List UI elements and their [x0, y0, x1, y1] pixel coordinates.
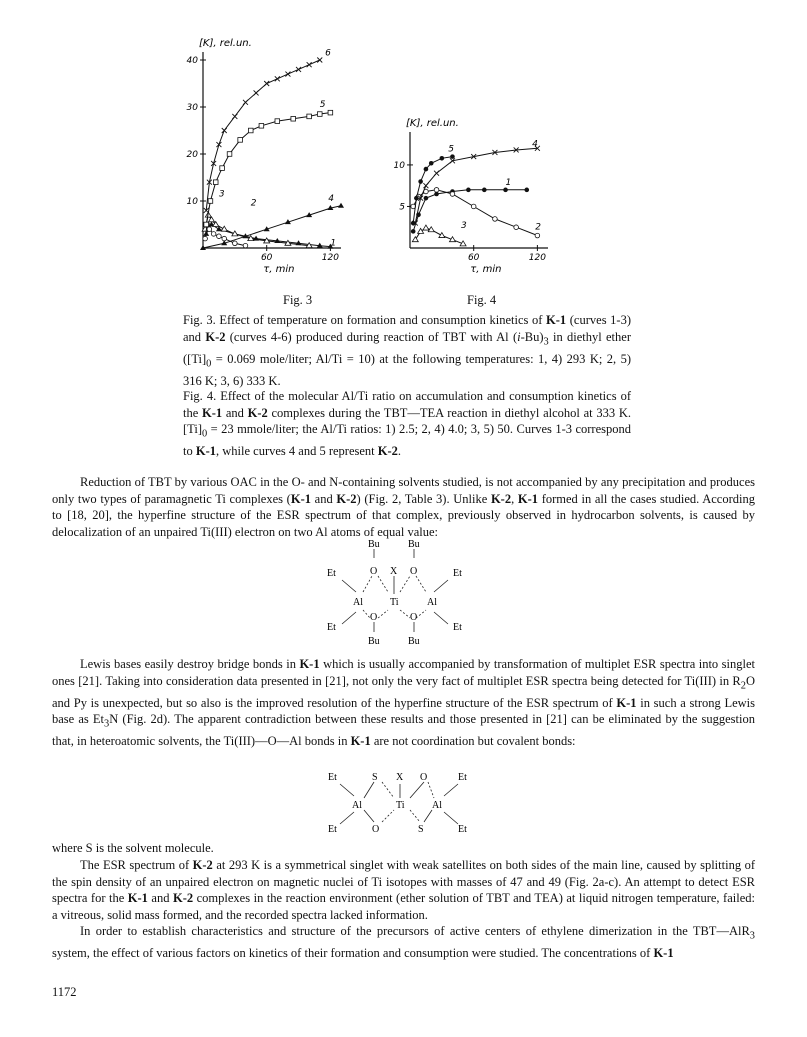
struct1-bu-bottom-right: Bu [408, 636, 420, 647]
series-3-point [217, 234, 222, 239]
x-tick-label: 120 [321, 253, 339, 263]
series-5-point [411, 221, 416, 226]
struct1-et-bottom-left: Et [327, 622, 336, 633]
struct1-et-top-right: Et [453, 568, 462, 579]
paragraph-1: Reduction of TBT by various OAC in the O- and N-containing solvents studied, is not accompanied by any precipitation and produces only two types of paramagnetic Ti complexes (K-1 and K-2) (Fig. 2, Table 3). Unlike K-2, K-1 formed in all the cases studied. According to [18, 20], the hyperfine structure of the ESR spectrum of that complex, previously observed in hydrocarbon solvents, is caused by delocalization of an unpaired Ti(III) electron on two Al atoms of equal value: [52, 475, 755, 539]
struct2-ti: Ti [396, 800, 405, 811]
paragraph-4: The ESR spectrum of K-2 at 293 K is a symmetrical singlet with weak satellites on both sides of the main line, caused by splitting of the spin density of an unpaired electron on magnetic nuclei of Ti isotopes with masses of 47 and 49 (Fig. 2a-c). An attempt to detect ESR spectra for the K-1 and K-2 complexes in the reaction environment (ether solution of TBT and TEA) at liquid nitrogen temperature, failed: a vitreous, solid mass formed, and the recorded spectra lacked information. [52, 858, 755, 922]
struct1-o-top-right: O [410, 566, 418, 577]
series-6-point [317, 58, 322, 63]
fig3-label: Fig. 3 [283, 293, 313, 307]
figure-plots [186, 30, 595, 315]
series-5-point [213, 180, 218, 185]
y-tick-label: 10 [393, 160, 405, 171]
series-5-point [418, 179, 423, 184]
fig3-caption: Fig. 3. Effect of temperature on formation and consumption kinetics of K-1 (curves 1-3) and K-2 (curves 4-6) produced during reaction of TBT with Al $(i-Bu)_3$ in diethyl ether ($[Ti]_0 = 0.069$ mole/liter; Al/Ti = 10) at the following temperatures: 1, 4) 293 K; 2, 5) 316 K; 3, 6) 333 K. [183, 313, 631, 388]
series-5-point [440, 156, 445, 161]
series-3-point [211, 232, 216, 237]
series-5-point [450, 154, 455, 159]
series-3-label: 3 [460, 221, 467, 232]
series-2-point [434, 188, 439, 193]
series-6-point [285, 72, 290, 77]
series-3-point [243, 243, 248, 248]
struct1-al-left: Al [353, 597, 363, 608]
series-3-point [418, 228, 424, 233]
series-5-label: 5 [319, 100, 326, 110]
struct1-bu-top-right: Bu [408, 539, 420, 550]
series-4-point [423, 183, 428, 188]
struct1-o-top-left: O [370, 566, 378, 577]
series-5-point [204, 222, 209, 227]
series-2-point [493, 217, 498, 222]
series-4-line [415, 148, 537, 223]
struct1-et-bottom-right: Et [453, 622, 462, 633]
y-tick-label: 10 [186, 197, 198, 207]
struct1-bu-bottom-left: Bu [368, 636, 380, 647]
series-5-point [220, 166, 225, 171]
paragraph-2: Lewis bases easily destroy bridge bonds in K-1 which is usually accompanied by transformation of multiplet ESR spectra into singlet ones [21]. Taking into consideration data presented in [21], not only the very fact of multiplet ESR spectra being detected for Ti(III) in $R_2O$ and Py is unexpected, but so also is the improved resolution of the hyperfine structure of the ESR spectrum of K-1 in such a strong Lewis base as $Et_3N$ (Fig. 2d). The apparent contradiction between these results and those presented in [21] can be eliminated by the suggestion that, in heteroatomic solvents, the Ti(III)—O—Al bonds in K-1 are not coordination but covalent bonds: [52, 657, 756, 748]
series-4-label: 4 [532, 139, 538, 150]
series-5-point [429, 161, 434, 166]
struct2-o-top: O [420, 772, 428, 783]
series-3-point [423, 225, 429, 230]
chart4-y-axis-label: [K], rel.un. [406, 118, 459, 129]
page-number: 1172 [52, 985, 77, 999]
series-6-point [243, 100, 248, 105]
y-tick-label: 40 [186, 56, 198, 66]
series-1-point [411, 229, 416, 234]
series-2-point [450, 192, 455, 197]
series-2-point [471, 204, 476, 209]
series-6-point [296, 67, 301, 72]
struct1-o-bottom-right: O [410, 612, 418, 623]
struct2-x: X [396, 772, 404, 783]
series-3-point [207, 227, 212, 232]
series-1-point [466, 188, 471, 193]
series-2-point [535, 233, 540, 238]
series-6-line [206, 60, 320, 210]
series-3-point [412, 237, 418, 242]
chart3-x-axis-label: τ, min [263, 264, 295, 275]
series-5-point [227, 152, 232, 157]
series-5-point [291, 116, 296, 121]
struct1-ti: Ti [390, 597, 399, 608]
series-5-label: 5 [448, 144, 454, 155]
struct2-o-bottom: O [372, 824, 380, 835]
series-3-point [203, 236, 208, 241]
y-tick-label: 30 [186, 103, 198, 113]
series-4-point [434, 171, 439, 176]
series-5-point [259, 124, 264, 129]
y-tick-label: 5 [399, 202, 405, 213]
chart3-y-axis-label: [K], rel.un. [199, 38, 252, 49]
struct1-al-right: Al [427, 597, 437, 608]
x-tick-label: 60 [467, 253, 480, 263]
series-4-point [338, 203, 344, 208]
x-tick-label: 60 [260, 253, 273, 263]
series-6-point [264, 81, 269, 86]
series-6-label: 6 [325, 48, 331, 59]
series-5-point [208, 199, 213, 204]
series-1-point [482, 188, 487, 193]
struct2-et-bottom-left: Et [328, 824, 337, 835]
struct2-s-top: S [372, 772, 378, 783]
series-1-point [503, 188, 508, 193]
struct1-o-bottom-left: O [370, 612, 378, 623]
series-5-point [307, 114, 312, 119]
series-2-label: 2 [535, 222, 541, 233]
struct2-al-right: Al [432, 800, 442, 811]
struct1-et-top-left: Et [327, 568, 336, 579]
series-2-point [221, 226, 227, 231]
series-6-point [307, 62, 312, 67]
y-tick-label: 20 [186, 150, 198, 160]
series-3-point [439, 233, 445, 238]
series-5-point [328, 110, 333, 115]
series-6-point [222, 128, 227, 133]
series-5-point [424, 167, 429, 172]
series-3-label: 3 [218, 189, 225, 200]
chart4-x-axis-label: τ, min [470, 264, 502, 275]
series-1-label: 1 [330, 238, 337, 249]
series-5-point [275, 119, 280, 124]
struct2-et-top-left: Et [328, 772, 337, 783]
paragraph-5: In order to establish characteristics and structure of the precursors of active centers of ethylene dimerization in the TBT—AlR$_3$ system, the effect of various factors on kinetics of their formation and consumption were studied. The concentrations of K-1 [52, 924, 755, 960]
series-2-point [514, 225, 519, 230]
series-2-label: 2 [250, 198, 257, 209]
structure-k1-covalent [320, 770, 490, 836]
series-5-point [238, 138, 243, 143]
series-3-point [222, 236, 227, 241]
series-1-point [524, 188, 529, 193]
series-6-point [254, 90, 259, 95]
structure-k1-bridged [318, 538, 488, 650]
series-5-point [248, 128, 253, 133]
series-1-label: 1 [505, 177, 512, 188]
x-tick-label: 120 [528, 253, 546, 263]
series-1-point [424, 196, 429, 201]
fig4-caption: Fig. 4. Effect of the molecular Al/Ti ratio on accumulation and consumption kinetics of the K-1 and K-2 complexes during the TBT—TEA reaction in diethyl alcohol at 333 K. $[Ti]_0 = 23$ mmole/liter; the Al/Ti ratios: 1) 2.5; 2, 4) 4.0; 3, 5) 50. Curves 1-3 correspond to K-1, while curves 4 and 5 represent K-2. [183, 389, 631, 458]
struct1-bu-top-left: Bu [368, 539, 380, 550]
paragraph-3: where S is the solvent molecule. [52, 841, 214, 855]
struct1-x: X [390, 566, 398, 577]
struct2-al-left: Al [352, 800, 362, 811]
series-3-point [233, 241, 238, 246]
fig4-label: Fig. 4 [467, 293, 497, 307]
series-5-point [414, 196, 419, 201]
struct2-et-top-right: Et [458, 772, 467, 783]
series-5-point [317, 112, 322, 117]
struct2-s-bottom: S [418, 824, 424, 835]
series-6-point [232, 114, 237, 119]
series-6-point [275, 76, 280, 81]
figures-area [186, 30, 595, 315]
struct2-et-bottom-right: Et [458, 824, 467, 835]
series-4-label: 4 [328, 194, 334, 204]
